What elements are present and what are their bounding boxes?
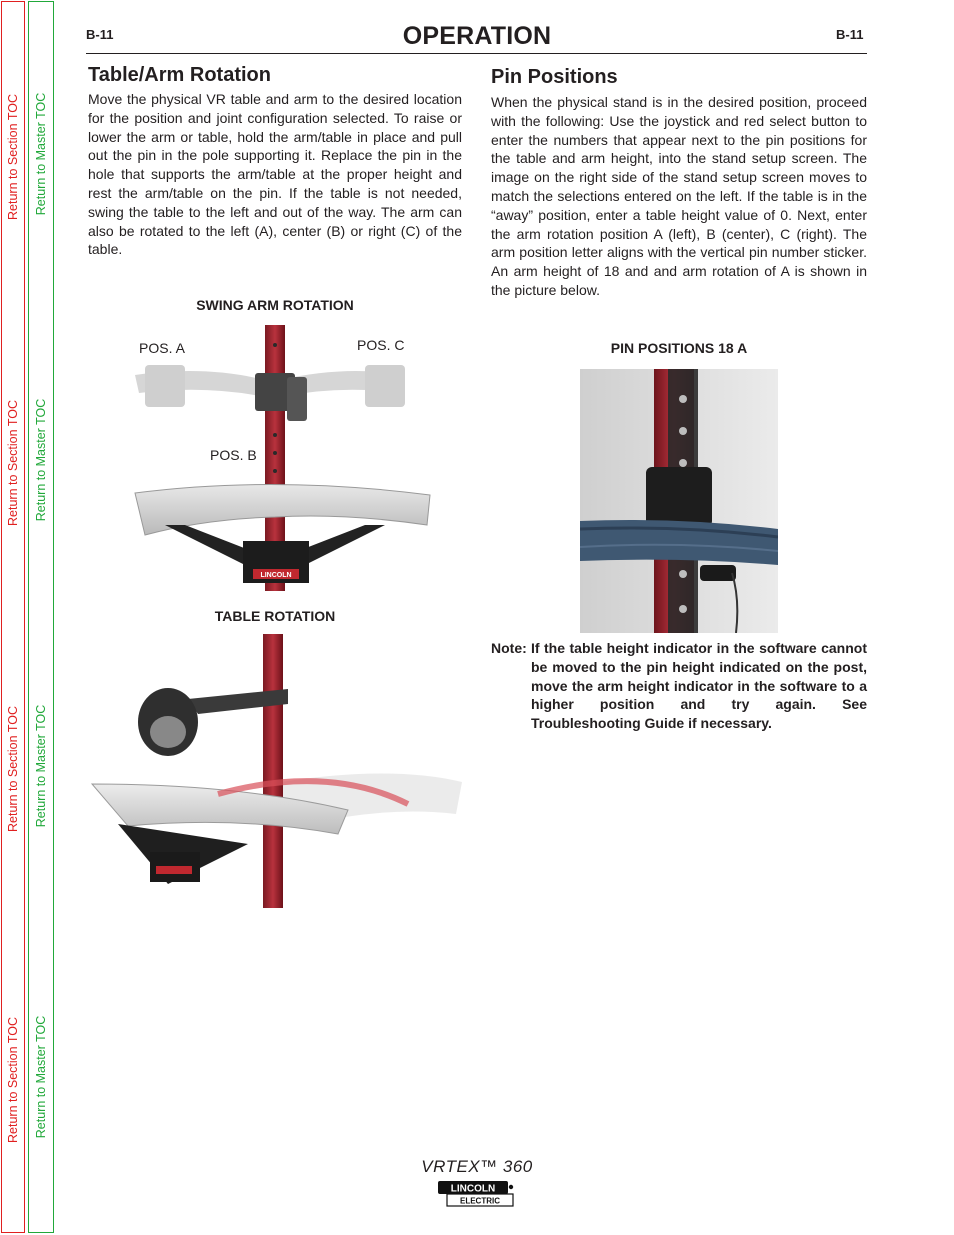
svg-text:LINCOLN: LINCOLN bbox=[260, 572, 292, 579]
lincoln-electric-logo bbox=[437, 1180, 515, 1213]
page-code-right: B-11 bbox=[836, 27, 864, 42]
note-label: Note: bbox=[491, 640, 527, 656]
section-toc-bar: Return to Section TOC Return to Section TOC Return to Section TOC Return to Section TOC bbox=[1, 1, 25, 1233]
pin-positions-caption: PIN POSITIONS 18 A bbox=[610, 340, 748, 356]
pin-positions-photo bbox=[580, 369, 778, 633]
pin-positions-heading: Pin Positions bbox=[491, 66, 618, 88]
pos-b-label: POS. B bbox=[210, 447, 257, 463]
pos-a-label: POS. A bbox=[139, 340, 185, 356]
pin-positions-text: When the physical stand is in the desired position, proceed with the following: Use the joystick and red select button to enter the numbers that appear next to the pin positions for the table and arm height, into the stand setup screen. The image on the right side of the stand setup screen moves to match the selections entered on the left. If the table is in the “away” position, enter a table height value of 0. Next, enter the arm rotation position A (left), B (center), C (right). The arm position letter aligns with the vertical pin number sticker. An arm height of 18 and and arm rotation of A is shown in the picture below. bbox=[491, 94, 867, 298]
page-code-left: B-11 bbox=[86, 27, 114, 42]
master-toc-bar: Return to Master TOC Return to Master TOC Return to Master TOC Return to Master TOC bbox=[28, 1, 54, 1233]
note-text: If the table height indicator in the software cannot be moved to the pin height indicated on the post, move the arm height indicator in the software to a higher position and try again. See Troubleshooting Guide if necessary. bbox=[531, 640, 867, 732]
table-rotation-caption: TABLE ROTATION bbox=[214, 608, 336, 624]
swing-arm-rotation-caption: SWING ARM ROTATION bbox=[196, 297, 354, 313]
note-block bbox=[491, 639, 867, 733]
header-rule bbox=[86, 53, 867, 54]
svg-text:ELECTRIC: ELECTRIC bbox=[460, 1196, 500, 1206]
swing-arm-rotation-photo bbox=[115, 325, 435, 591]
svg-text:LINCOLN: LINCOLN bbox=[450, 1183, 496, 1195]
page-title: OPERATION bbox=[402, 22, 552, 50]
table-rotation-photo bbox=[88, 634, 464, 908]
table-arm-rotation-text: Move the physical VR table and arm to the desired location for the position and joint configuration selected. To raise or lower the arm or table, hold the arm/table in place and pull out the pin in the pole supporting it. Replace the pin in the hole that supports the arm/table at the proper height and rest the arm/table on the pin. If the table is not needed, swing the table to the left and out of the way. The arm can also be rotated to the left (A), center (B) or right (C) of the table. bbox=[88, 91, 462, 258]
pos-c-label: POS. C bbox=[357, 337, 405, 353]
table-arm-rotation-heading: Table/Arm Rotation bbox=[88, 64, 271, 86]
product-model-name: VRTEX™ 360 bbox=[421, 1157, 533, 1176]
